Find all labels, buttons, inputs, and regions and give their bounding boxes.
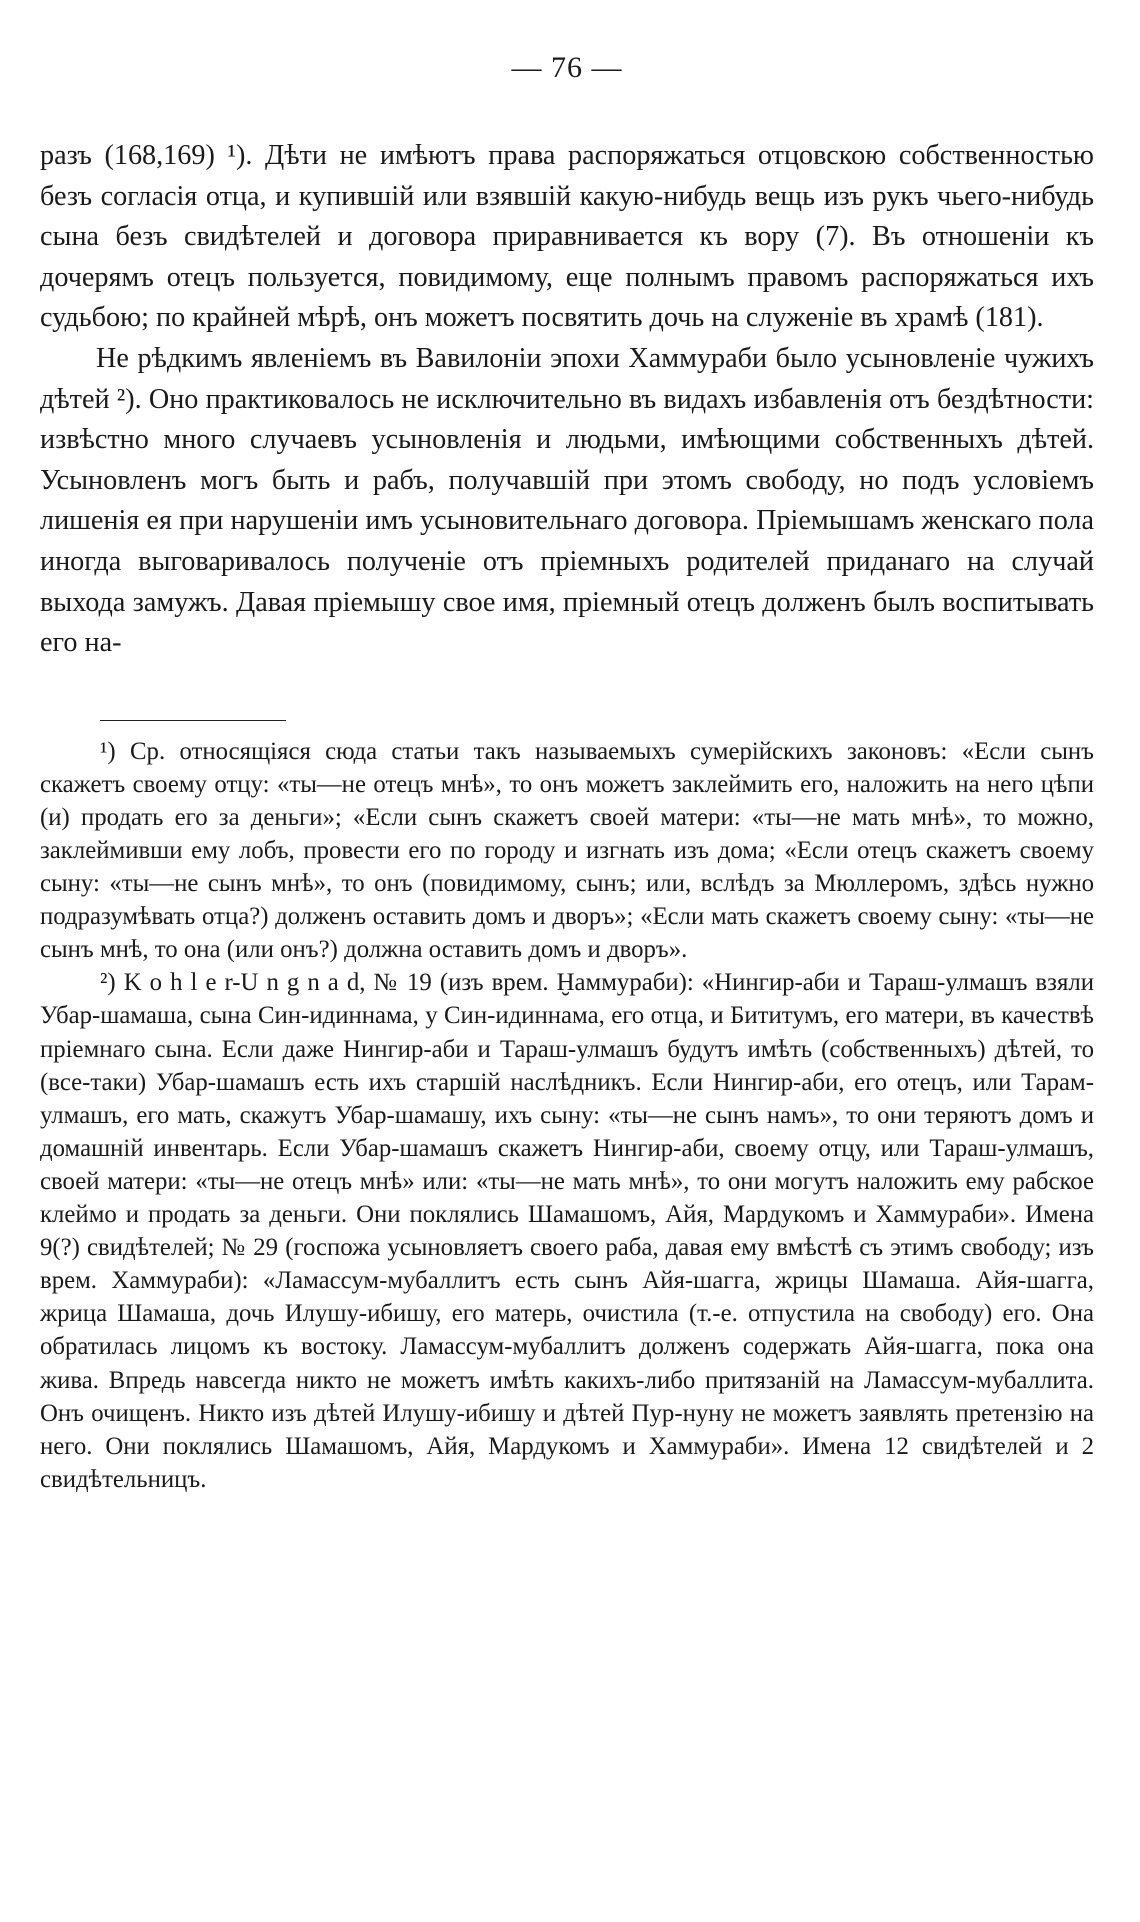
footnote-2: ²) K o h l e r-U n g n a d, № 19 (изъ врем. Ḫаммураби): «Нингир-аби и Тараш-улмашъ взяли Убар-шамаша, сына Син-идиннама, у Син-идиннама, его отца, и Бититумъ, его матери, въ качествѣ пріемнаго сына. Если даже Нингир-аби и Тараш-улмашъ будутъ имѣть (собственныхъ) дѣтей, то (все-таки) Убар-шамашъ есть ихъ старшій наслѣдникъ. Если Нингир-аби, его отецъ, или Тарам-улмашъ, его мать, скажутъ Убар-шамашу, ихъ сыну: «ты—не сынъ намъ», то они теряютъ домъ и домашній инвентарь. Если Убар-шамашъ скажетъ Нингир-аби, своему отцу, или Тараш-улмашъ, своей матери: «ты—не отецъ мнѣ» или: «ты—не мать мнѣ», то они могутъ наложить ему рабское клеймо и продать за деньги. Они поклялись Шамашомъ, Айя, Мардукомъ и Хаммураби». Имена 9(?) свидѣтелей; № 29 (госпожа усыновляетъ своего раба, давая ему вмѣстѣ съ этимъ свободу; изъ врем. Хаммураби): «Ламассум-мубаллитъ есть сынъ Айя-шагга, жрицы Шамаша. Айя-шагга, жрица Шамаша, дочь Илушу-ибишу, его матерь, очистила (т.-е. отпустила на свободу) его. Она обратилась лицомъ къ востоку. Ламассум-мубаллитъ долженъ содержать Айя-шагга, пока она жива. Впредь навсегда никто не можетъ имѣть какихъ-либо притязаній на Ламассум-мубаллита. Онъ очищенъ. Никто изъ дѣтей Илушу-ибишу и дѣтей Пур-нуну не можетъ заявлять претензію на него. Они поклялись Шамашомъ, Айя, Мардукомъ и Хаммураби». Имена 12 свидѣтелей и 2 свидѣтельницъ. [40, 969, 1094, 1493]
footnote-divider [100, 720, 286, 721]
main-text [40, 136, 1094, 664]
paragraph-1: разъ (168,169) ¹). Дѣти не имѣютъ права распоряжаться отцовскою собственностью безъ согласія отца, и купившій или взявшій какую-нибудь вещь изъ рукъ чьего-нибудь сына безъ свидѣтелей и договора приравнивается къ вору (7). Въ отношеніи къ дочерямъ отецъ пользуется, повидимому, еще полнымъ правомъ распоряжаться ихъ судьбою; по крайней мѣрѣ, онъ можетъ посвятить дочь на служеніе въ храмѣ (181). [40, 140, 1094, 334]
footnote-1: ¹) Ср. относящіяся сюда статьи такъ называемыхъ сумерійскихъ законовъ: «Если сынъ скажетъ своему отцу: «ты—не отецъ мнѣ», то онъ можетъ заклеймить его, наложить на него цѣпи (и) продать его за деньги»; «Если сынъ скажетъ своей матери: «ты—не мать мнѣ», то можно, заклеймивши ему лобъ, провести его по городу и изгнать изъ дома; «Если отецъ скажетъ своему сыну: «ты—не сынъ мнѣ», то онъ (повидимому, сынъ; или, вслѣдъ за Мюллеромъ, здѣсь нужно подразумѣвать отца?) долженъ оставить домъ и дворъ»; «Если мать скажетъ своему сыну: «ты—не сынъ мнѣ, то она (или онъ?) должна оставить домъ и дворъ». [40, 737, 1094, 964]
page-number: — 76 — [511, 51, 623, 84]
footnotes [40, 735, 1094, 1496]
paragraph-2: Не рѣдкимъ явленіемъ въ Вавилоніи эпохи Хаммураби было усыновленіе чужихъ дѣтей ²). Оно практиковалось не исключительно въ видахъ избавленія отъ бездѣтности: извѣстно много случаевъ усыновленія и людьми, имѣющими собственныхъ дѣтей. Усыновленъ могъ быть и рабъ, получавшій при этомъ свободу, но подъ условіемъ лишенія ея при нарушеніи имъ усыновительнаго договора. Пріемышамъ женскаго пола иногда выговаривалось полученіе отъ пріемныхъ родителей приданаго на случай выхода замужъ. Давая пріемышу свое имя, пріемный отецъ долженъ былъ воспитывать его на- [40, 342, 1094, 659]
